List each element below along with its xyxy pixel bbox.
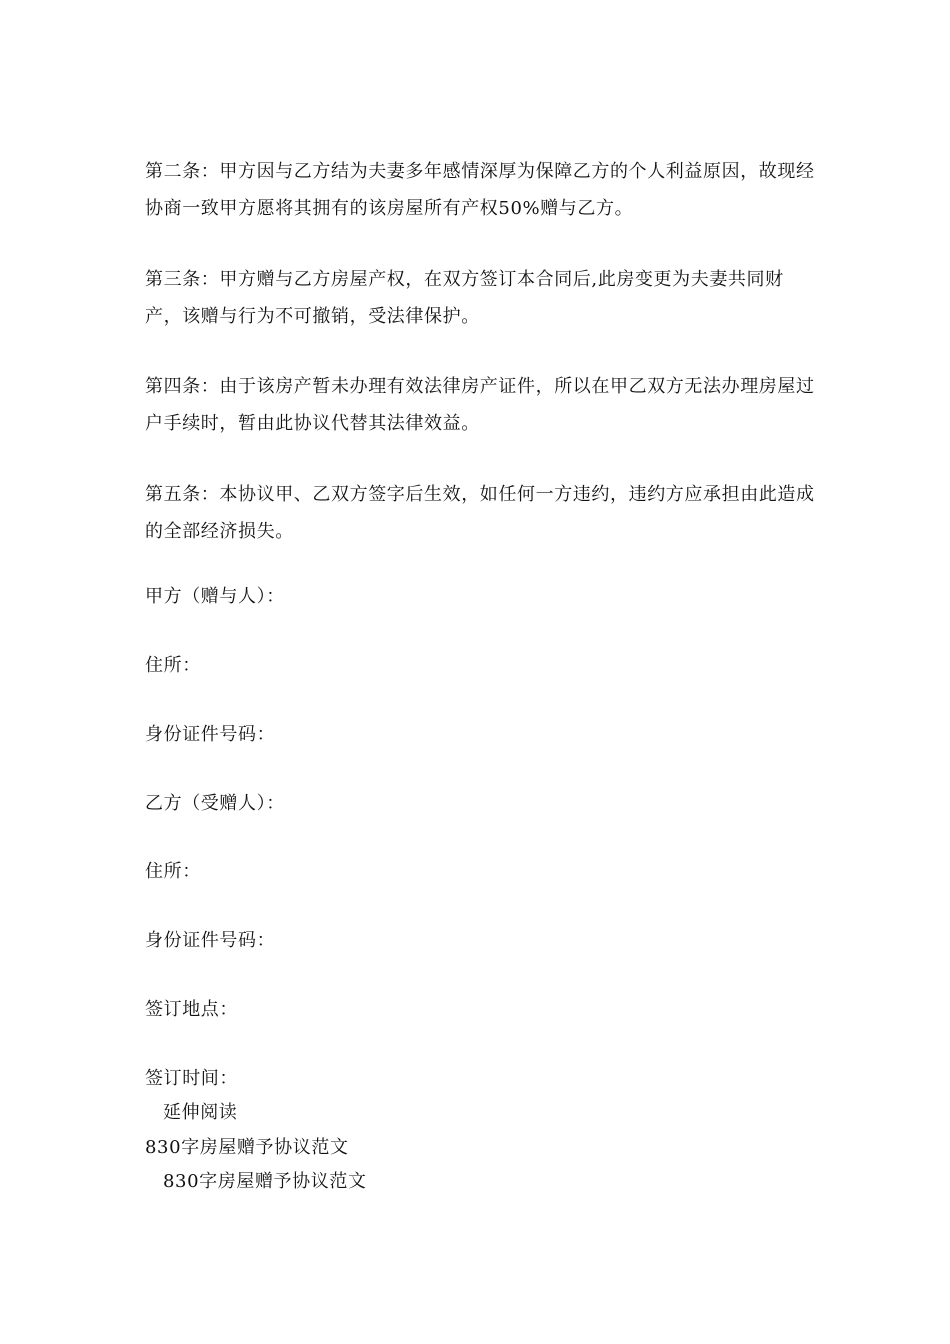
clause-5: 第五条：本协议甲、乙双方签字后生效，如任何一方违约，违约方应承担由此造成的全部经济损失。 [145, 484, 815, 542]
party-a-address: 住所： [145, 655, 201, 676]
party-b-label: 乙方（受赠人）： [145, 793, 285, 814]
extended-reading-heading: 延伸阅读 [163, 1102, 238, 1123]
clause-2: 第二条：甲方因与乙方结为夫妻多年感情深厚为保障乙方的个人利益原因，故现经协商一致甲方愿将其拥有的该房屋所有产权50%赠与乙方。 [145, 161, 815, 219]
signing-time: 签订时间： [145, 1068, 238, 1089]
extended-reading-link[interactable]: 830字房屋赠予协议范文 [145, 1137, 349, 1158]
extended-reading-title: 830字房屋赠予协议范文 [163, 1171, 367, 1192]
signing-place: 签订地点： [145, 999, 238, 1020]
party-b-id-number: 身份证件号码： [145, 930, 276, 951]
clause-4: 第四条：由于该房产暂未办理有效法律房产证件，所以在甲乙双方无法办理房屋过户手续时，暂由此协议代替其法律效益。 [145, 376, 815, 434]
party-b-address: 住所： [145, 861, 201, 882]
party-a-id-number: 身份证件号码： [145, 724, 276, 745]
clause-3: 第三条：甲方赠与乙方房屋产权，在双方签订本合同后,此房变更为夫妻共同财产，该赠与行为不可撤销，受法律保护。 [145, 269, 784, 327]
party-a-label: 甲方（赠与人）： [145, 586, 285, 607]
